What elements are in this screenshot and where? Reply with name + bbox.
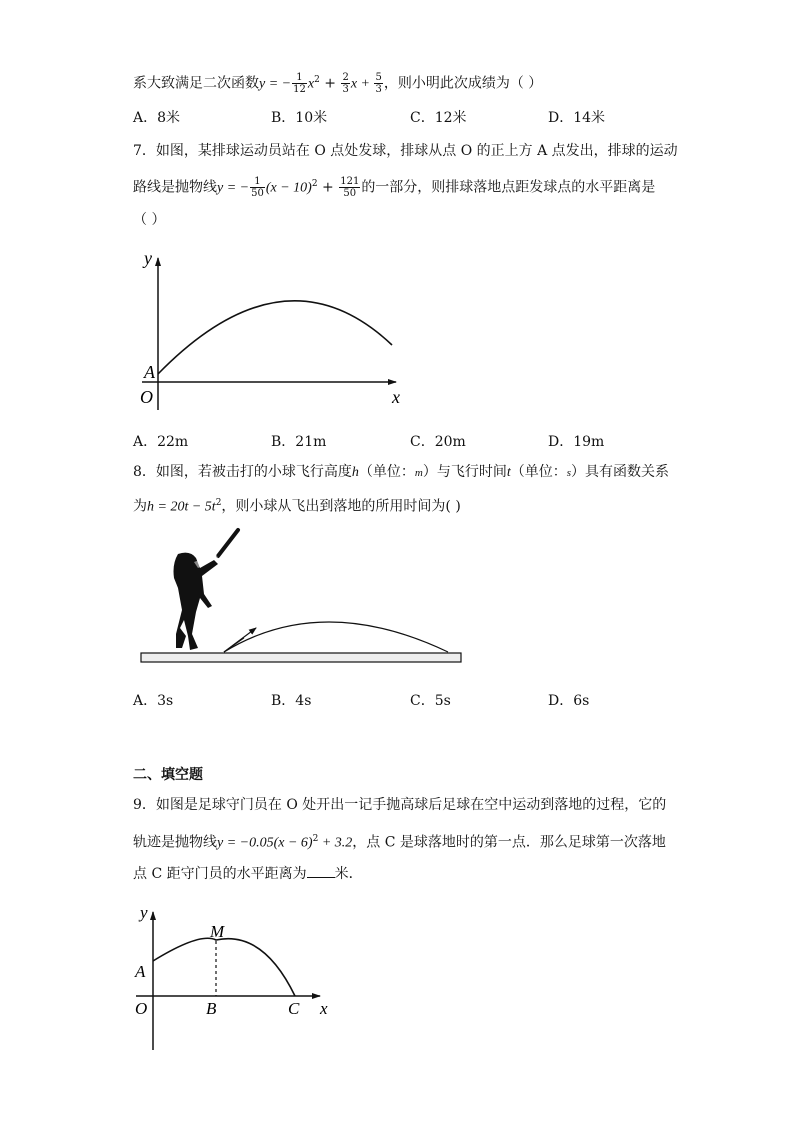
q6-option-d[interactable]: D．14米 bbox=[548, 110, 606, 126]
q9-origin-label: O bbox=[135, 999, 148, 1018]
q6-text: 系大致满足二次函数 bbox=[133, 75, 259, 92]
q6-eq: y = − bbox=[259, 76, 292, 92]
q7-frac2: $\frac{121}{50}$ bbox=[340, 176, 360, 200]
q9-stem-line1: 9．如图是足球守门员在 O 处开出一记手抛高球后足球在空中运动到落地的过程，它的 bbox=[133, 797, 667, 813]
q9-figure bbox=[128, 900, 338, 1056]
q9-parabola bbox=[153, 938, 295, 996]
q7-stem-line3: （ ） bbox=[133, 212, 166, 228]
q7-y-label: y bbox=[144, 248, 152, 268]
q6-frac3: $\frac{5}{3}$ bbox=[375, 72, 382, 96]
q8-stem-line1: 8．如图，若被击打的小球飞行高度h（单位：m）与飞行时间t（单位：s）具有函数关系 bbox=[133, 464, 670, 480]
q7-option-d[interactable]: D．19m bbox=[548, 434, 605, 450]
q9-y-label: y bbox=[140, 903, 148, 922]
q7-parabola bbox=[158, 301, 392, 374]
q9-point-b-label: B bbox=[206, 999, 217, 1018]
q9-stem-line2: 轨迹是抛物线$y = -0.05(x - 6)^2 + 3.2$，点 C 是球落地时的第一点．那么足球第一次落地 bbox=[133, 834, 666, 851]
q7-x-label: x bbox=[392, 387, 400, 407]
q8-option-b[interactable]: B．4s bbox=[271, 693, 312, 709]
q8-trajectory bbox=[224, 622, 448, 652]
q7-stem-line2: 路线是抛物线y = − $\frac{1}{50}$ $(x - 10)^2$ + $\frac{121}{50}$ 的一部分，则排球落地点距发球点的水平距离是 bbox=[133, 176, 656, 200]
q6-frac1: $\frac{1}{12}$ bbox=[293, 72, 306, 96]
answer-blank[interactable] bbox=[307, 863, 335, 878]
q8-stem-line2: 为$h = 20t - 5t^2$，则小球从飞出到落地的所用时间为( ) bbox=[133, 498, 461, 515]
q9-point-c-label: C bbox=[288, 999, 300, 1018]
q9-x-label: x bbox=[320, 999, 328, 1018]
q7-stem-line1: 7．如图，某排球运动员站在 O 点处发球，排球从点 O 的正上方 A 点发出，排球的运动 bbox=[133, 143, 678, 159]
section-heading: 二、填空题 bbox=[133, 767, 203, 783]
q8-option-d[interactable]: D．6s bbox=[548, 693, 590, 709]
batter-silhouette-icon bbox=[174, 530, 239, 650]
q6-stem-line: 系大致满足二次函数y = − $\frac{1}{12}$ $x^2$ + $\frac{2}{3}$ x + $\frac{5}{3}$ ，则小明此次成绩为（ ） bbox=[133, 72, 543, 96]
q7-option-c[interactable]: C．20m bbox=[410, 434, 466, 450]
q8-option-a[interactable]: A．3s bbox=[133, 693, 174, 709]
q9-point-a-label: A bbox=[135, 962, 146, 981]
q7-point-a-label: A bbox=[144, 362, 155, 382]
q7-option-a[interactable]: A．22m bbox=[133, 434, 189, 450]
q6-option-c[interactable]: C．12米 bbox=[410, 110, 467, 126]
q7-figure bbox=[130, 244, 420, 412]
q8-figure bbox=[138, 524, 464, 666]
q7-option-b[interactable]: B．21m bbox=[271, 434, 327, 450]
q9-stem-line3: 点 C 距守门员的水平距离为 米． bbox=[133, 863, 363, 884]
q6-option-a[interactable]: A．8米 bbox=[133, 110, 181, 126]
q9-point-m-label: M bbox=[210, 922, 225, 941]
q7-frac1: $\frac{1}{50}$ bbox=[251, 176, 264, 200]
q6-option-b[interactable]: B．10米 bbox=[271, 110, 328, 126]
q8-ground bbox=[141, 653, 461, 662]
q7-origin-label: O bbox=[140, 387, 153, 407]
q8-launch-line bbox=[224, 638, 244, 652]
q6-frac2: $\frac{2}{3}$ bbox=[342, 72, 349, 96]
q8-option-c[interactable]: C．5s bbox=[410, 693, 451, 709]
